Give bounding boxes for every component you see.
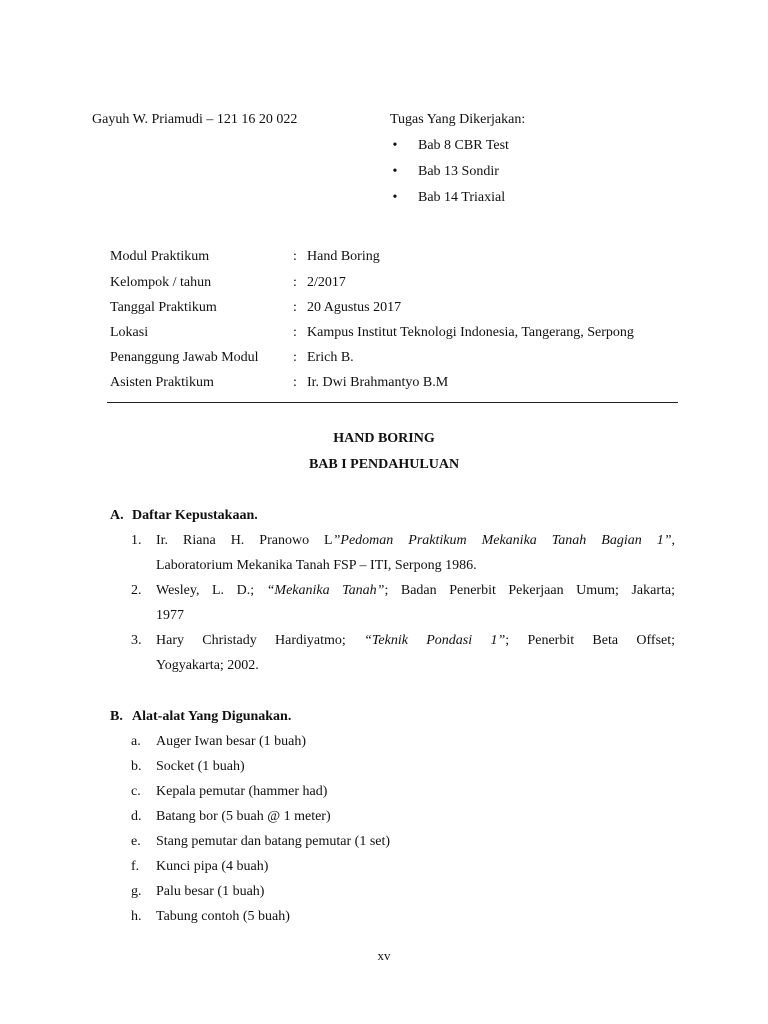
list-item-letter: c. bbox=[131, 784, 141, 799]
info-colon: : bbox=[293, 350, 297, 365]
task-item-label: Bab 14 Triaxial bbox=[418, 190, 506, 205]
info-colon: : bbox=[293, 275, 297, 290]
reference-line bbox=[156, 583, 675, 599]
list-item-letter: b. bbox=[131, 759, 142, 774]
reference-text: Ir. Riana H. Pranowo L bbox=[156, 533, 333, 548]
list-item: Palu besar (1 buah) bbox=[156, 884, 265, 899]
info-value: Ir. Dwi Brahmantyo B.M bbox=[307, 375, 449, 390]
task-item bbox=[390, 190, 590, 208]
list-item: Batang bor (5 buah @ 1 meter) bbox=[156, 809, 331, 824]
section-marker: B. bbox=[110, 709, 123, 724]
info-label: Penanggung Jawab Modul bbox=[110, 350, 259, 365]
author-line: Gayuh W. Priamudi – 121 16 20 022 bbox=[92, 112, 298, 127]
info-colon: : bbox=[293, 249, 297, 264]
reference-number: 1. bbox=[131, 533, 142, 548]
info-label: Modul Praktikum bbox=[110, 249, 210, 264]
list-item-letter: g. bbox=[131, 884, 142, 899]
section-heading-a bbox=[110, 508, 410, 526]
list-item: Tabung contoh (5 buah) bbox=[156, 909, 290, 924]
reference-line bbox=[156, 533, 675, 549]
section-heading-text: Alat-alat Yang Digunakan. bbox=[132, 709, 292, 724]
reference-line: 1977 bbox=[156, 608, 184, 623]
list-item: Kunci pipa (4 buah) bbox=[156, 859, 269, 874]
list-item: Auger Iwan besar (1 buah) bbox=[156, 734, 307, 749]
list-item: Stang pemutar dan batang pemutar (1 set) bbox=[156, 834, 391, 849]
bullet-icon: • bbox=[392, 190, 398, 205]
info-colon: : bbox=[293, 325, 297, 340]
info-colon: : bbox=[293, 375, 297, 390]
reference-title: “Teknik Pondasi 1” bbox=[364, 633, 506, 648]
reference-text: Wesley, L. D.; bbox=[156, 583, 255, 598]
reference-number: 3. bbox=[131, 633, 142, 648]
bullet-icon: • bbox=[392, 138, 398, 153]
reference-title: ”Pedoman Praktikum Mekanika Tanah Bagian 1” bbox=[332, 533, 672, 548]
info-value: Erich B. bbox=[307, 350, 354, 365]
info-label: Lokasi bbox=[110, 325, 149, 340]
list-item-letter: h. bbox=[131, 909, 142, 924]
reference-line bbox=[156, 633, 675, 649]
bullet-icon: • bbox=[392, 164, 398, 179]
reference-text: , bbox=[671, 533, 675, 548]
info-value: 2/2017 bbox=[307, 275, 346, 290]
reference-line: Yogyakarta; 2002. bbox=[156, 658, 259, 673]
reference-text: Hary Christady Hardiyatmo; bbox=[156, 633, 346, 648]
reference-title: “Mekanika Tanah” bbox=[266, 583, 385, 598]
info-value: Hand Boring bbox=[307, 249, 380, 264]
task-item bbox=[390, 164, 590, 182]
document-title: HAND BORING bbox=[333, 431, 435, 446]
list-item-letter: d. bbox=[131, 809, 142, 824]
reference-text: ; Badan Penerbit Pekerjaan Umum; Jakarta; bbox=[384, 583, 675, 598]
list-item-letter: f. bbox=[131, 859, 140, 874]
task-item-label: Bab 13 Sondir bbox=[418, 164, 499, 179]
reference-number: 2. bbox=[131, 583, 142, 598]
info-colon: : bbox=[293, 300, 297, 315]
info-value: 20 Agustus 2017 bbox=[307, 300, 402, 315]
list-item-letter: a. bbox=[131, 734, 141, 749]
section-marker: A. bbox=[110, 508, 124, 523]
info-label: Kelompok / tahun bbox=[110, 275, 212, 290]
list-item: Kepala pemutar (hammer had) bbox=[156, 784, 328, 799]
section-heading-text: Daftar Kepustakaan. bbox=[132, 508, 258, 523]
chapter-title: BAB I PENDAHULUAN bbox=[308, 457, 460, 472]
tasks-title: Tugas Yang Dikerjakan: bbox=[390, 112, 526, 127]
info-value: Kampus Institut Teknologi Indonesia, Tangerang, Serpong bbox=[307, 325, 634, 340]
section-heading-b bbox=[110, 709, 410, 727]
divider bbox=[107, 402, 678, 403]
task-item bbox=[390, 138, 590, 156]
info-label: Asisten Praktikum bbox=[110, 375, 214, 390]
info-label: Tanggal Praktikum bbox=[110, 300, 217, 315]
list-item: Socket (1 buah) bbox=[156, 759, 245, 774]
task-item-label: Bab 8 CBR Test bbox=[418, 138, 509, 153]
list-item-letter: e. bbox=[131, 834, 141, 849]
reference-text: ; Penerbit Beta Offset; bbox=[505, 633, 676, 648]
reference-line: Laboratorium Mekanika Tanah FSP – ITI, Serpong 1986. bbox=[156, 558, 477, 573]
page-number: xv bbox=[377, 948, 391, 963]
